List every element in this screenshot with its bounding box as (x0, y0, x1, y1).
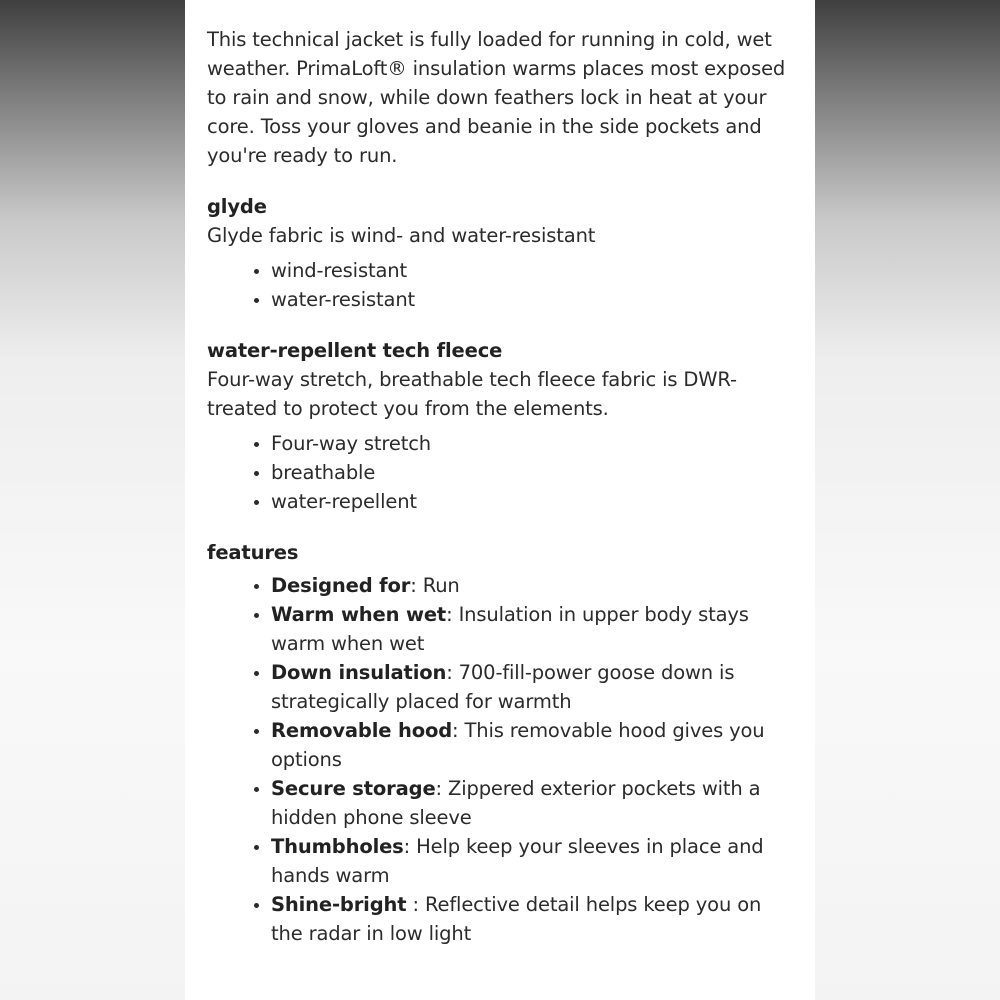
right-background (815, 0, 1000, 1000)
glyde-heading: glyde (207, 195, 267, 218)
feature-thumbholes (271, 832, 793, 890)
feature-designed-for (271, 571, 793, 600)
features-list (207, 571, 793, 948)
feature-separator: : (446, 661, 459, 684)
product-description-panel (185, 0, 815, 1000)
feature-shine-bright (271, 890, 793, 948)
fleece-bullet-breathable: • breathable (271, 458, 793, 487)
fleece-heading: water-repellent tech fleece (207, 339, 503, 362)
feature-title: Removable hood (271, 719, 453, 742)
glyde-bullet-wind: • wind-resistant (271, 256, 793, 285)
fleece-bullet-list (207, 429, 793, 516)
feature-text: Run (422, 574, 460, 597)
feature-title: Shine-bright (271, 893, 407, 916)
fleece-text: Four-way stretch, breathable tech fleece fabric is DWR-treated to protect you from the elements. (207, 368, 737, 420)
feature-text: Help keep your sleeves in place and hands warm (271, 835, 764, 887)
feature-separator: : (446, 603, 459, 626)
feature-title: Down insulation (271, 661, 447, 684)
feature-title: Designed for (271, 574, 411, 597)
features-heading: features (207, 541, 299, 564)
feature-down-insulation (271, 658, 793, 716)
left-background (0, 0, 185, 1000)
feature-title: Thumbholes (271, 835, 404, 858)
feature-separator: : (403, 835, 417, 858)
feature-separator: : (452, 719, 465, 742)
feature-title: Warm when wet (271, 603, 447, 626)
feature-removable-hood (271, 716, 793, 774)
glyde-text: Glyde fabric is wind- and water-resistant (207, 224, 596, 247)
feature-text: 700-fill-power goose down is strategically placed for warmth (271, 661, 735, 713)
glyde-bullet-water: • water-resistant (271, 285, 793, 314)
feature-text: Zippered exterior pockets with a hidden phone sleeve (271, 777, 761, 829)
glyde-bullet-list (207, 256, 793, 314)
feature-text: Insulation in upper body stays warm when wet (271, 603, 749, 655)
feature-secure-storage (271, 774, 793, 832)
feature-title: Secure storage (271, 777, 436, 800)
fleece-bullet-stretch: • Four-way stretch (271, 429, 793, 458)
feature-text: This removable hood gives you options (271, 719, 765, 771)
fleece-bullet-repellent: • water-repellent (271, 487, 793, 516)
feature-warm-when-wet (271, 600, 793, 658)
feature-separator: : (406, 893, 425, 916)
intro-paragraph: This technical jacket is fully loaded for running in cold, wet weather. PrimaLoft® insulation warms places most exposed to rain and snow, while down feathers lock in heat at your core. Toss your gloves and beanie in the side pockets and you're ready to run. (207, 28, 786, 167)
feature-separator: : (435, 777, 448, 800)
feature-separator: : (410, 574, 423, 597)
feature-text: Reflective detail helps keep you on the radar in low light (271, 893, 762, 945)
